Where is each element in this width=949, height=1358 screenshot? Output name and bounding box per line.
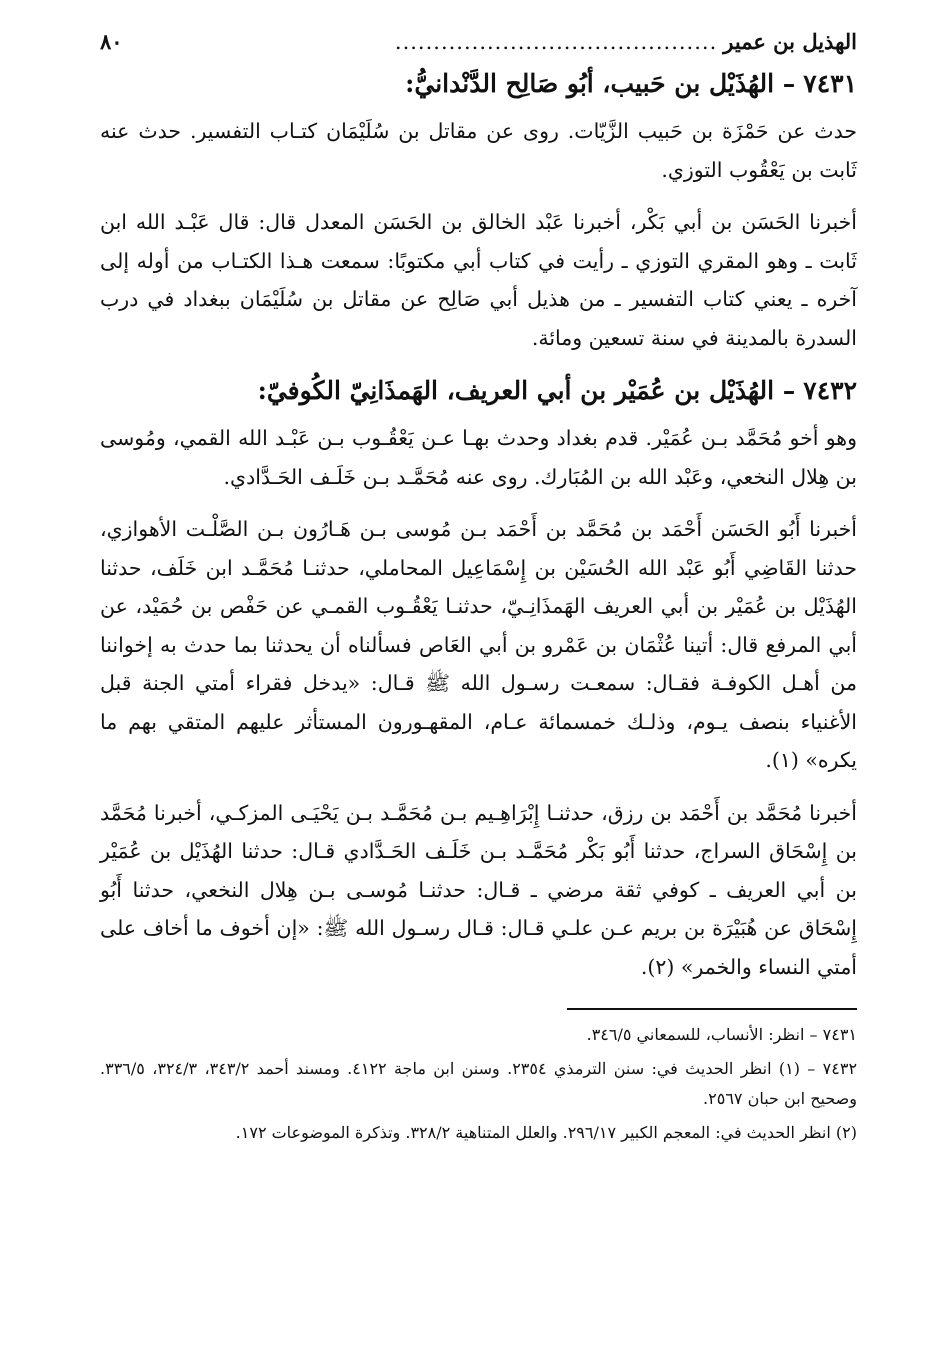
footnote: ٧٤٣٢ – (١) انظر الحديث في: سنن الترمذي ٢٣٥٤. وسنن ابن ماجة ٤١٢٢. ومسند أحمد ٣٤٣/٢، ٣٢٤/٣، ٣٣٦/٥. وصحيح ابن حبان ٢٥٦٧.	[100, 1059, 858, 1108]
entry-paragraph: أخبرنا مُحَمَّد بن أَحْمَد بن رزق، حدثنـا إِبْرَاهِـيم بـن مُحَمَّـد بـن يَحْيَـى المزكـي، أخبرنا مُحَمَّد بن إِسْحَاق السراج، حدثنا أَبُو بَكْر مُحَمَّـد بـن خَلَـف الحَـدَّادي قـال: حدثنا الهُذَيْل بن عُمَيْر بن أبي العريف ـ كوفي ثقة مرضي ـ قـال: حدثنـا مُوسـى بـن هِلال النخعي، حدثنا أَبُو إِسْحَاق عن هُبَيْرَة بن بريم عـن علـي قـال: قـال رسـول الله ﷺ: «إن أخوف ما أخاف على أمتي النساء والخمر» (٢).	[100, 800, 857, 979]
entry-title: – الهُذَيْل بن حَبيب، أبُو صَالِح الدَّنْدانيُّ:	[405, 69, 796, 98]
footnote: ٧٤٣١ – انظر: الأنساب، للسمعاني ٣٤٦/٥.	[586, 1025, 857, 1044]
page-number: ٨٠	[100, 29, 123, 54]
running-title: الهذيل بن عمير	[723, 29, 857, 54]
entry-paragraph: وهو أخو مُحَمَّد بـن عُمَيْر. قدم بغداد وحدث بهـا عـن يَعْقُـوب بـن عَبْـد الله القمي، ومُوسى بن هِلال النخعي، وعَبْد الله بن المُبَارك. روى عنه مُحَمَّـد بـن خَلَـف الحَـدَّادي.	[100, 426, 857, 489]
entry-7432	[100, 371, 857, 986]
entry-paragraph: أخبرنا أَبُو الحَسَن أَحْمَد بن مُحَمَّد بن أَحْمَد بـن مُوسى بـن هَـارُون بـن الصَّلْـت الأهوازي، حدثنا القَاضِي أَبُو عَبْد الله الحُسَيْن بن إِسْمَاعِيل المحاملي، حدثنـا مُحَمَّـد ابن خَلَف، حدثنا الهُذَيْل بن عُمَيْر بن أبي العريف الهَمذَانِـيّ، حدثنـا يَعْقُـوب القمـي عن حَفْص بن حُمَيْد، عن أبي المرفع قال: أتينا عُثْمَان بن عَمْرو بن أبي العَاص فسألناه أن يحدثنا بما حدث به إخواننا من أهـل الكوفـة فقـال: سمعـت رسـول الله ﷺ قـال: «يدخل فقراء أمتي الجنة قبل الأغنياء بنصف يـوم، وذلـك خمسمائة عـام، المقهـورون المستأثر عليهم المتقي بهم ما يكره» (١).	[100, 517, 857, 772]
footnote-divider	[567, 1008, 857, 1010]
entry-paragraph: أخبرنا الحَسَن بن أبي بَكْر، أخبرنا عَبْد الخالق بن الحَسَن المعدل قال: قال عَبْـد الله ابن ثَابت ـ وهو المقري التوزي ـ رأيت في كتاب أبي مكتوبًا: سمعت هـذا الكتـاب من أوله إلى آخره ـ يعني كتاب التفسير ـ من هذيل أبي صَالِح عن مقاتل بن سُلَيْمَان ببغداد في درب السدرة بالمدينة في سنة تسعين ومائة.	[100, 210, 857, 350]
entry-7431	[100, 64, 857, 357]
running-title-group	[395, 28, 857, 56]
entry-number: ٧٤٣١	[803, 69, 857, 98]
entry-heading	[100, 64, 857, 104]
leader-dots: ..........................................	[394, 30, 718, 54]
entry-number: ٧٤٣٢	[803, 376, 857, 405]
entry-paragraph: حدث عن حَمْزَة بن حَبيب الزَّيّات. روى عن مقاتل بن سُلَيْمَان كتـاب التفسير. حدث عنه ثَابت بن يَعْقُوب التوزي.	[100, 119, 857, 182]
running-header	[100, 28, 857, 56]
entry-heading	[100, 371, 857, 411]
footnotes	[100, 1020, 857, 1148]
entry-title: – الهُذَيْل بن عُمَيْر بن أبي العريف، الهَمذَانِيّ الكُوفيّ:	[257, 376, 796, 405]
footnote: (٢) انظر الحديث في: المعجم الكبير ٢٩٦/١٧. والعلل المتناهية ٣٢٨/٢. وتذكرة الموضوعات ١٧٢.	[235, 1123, 857, 1142]
